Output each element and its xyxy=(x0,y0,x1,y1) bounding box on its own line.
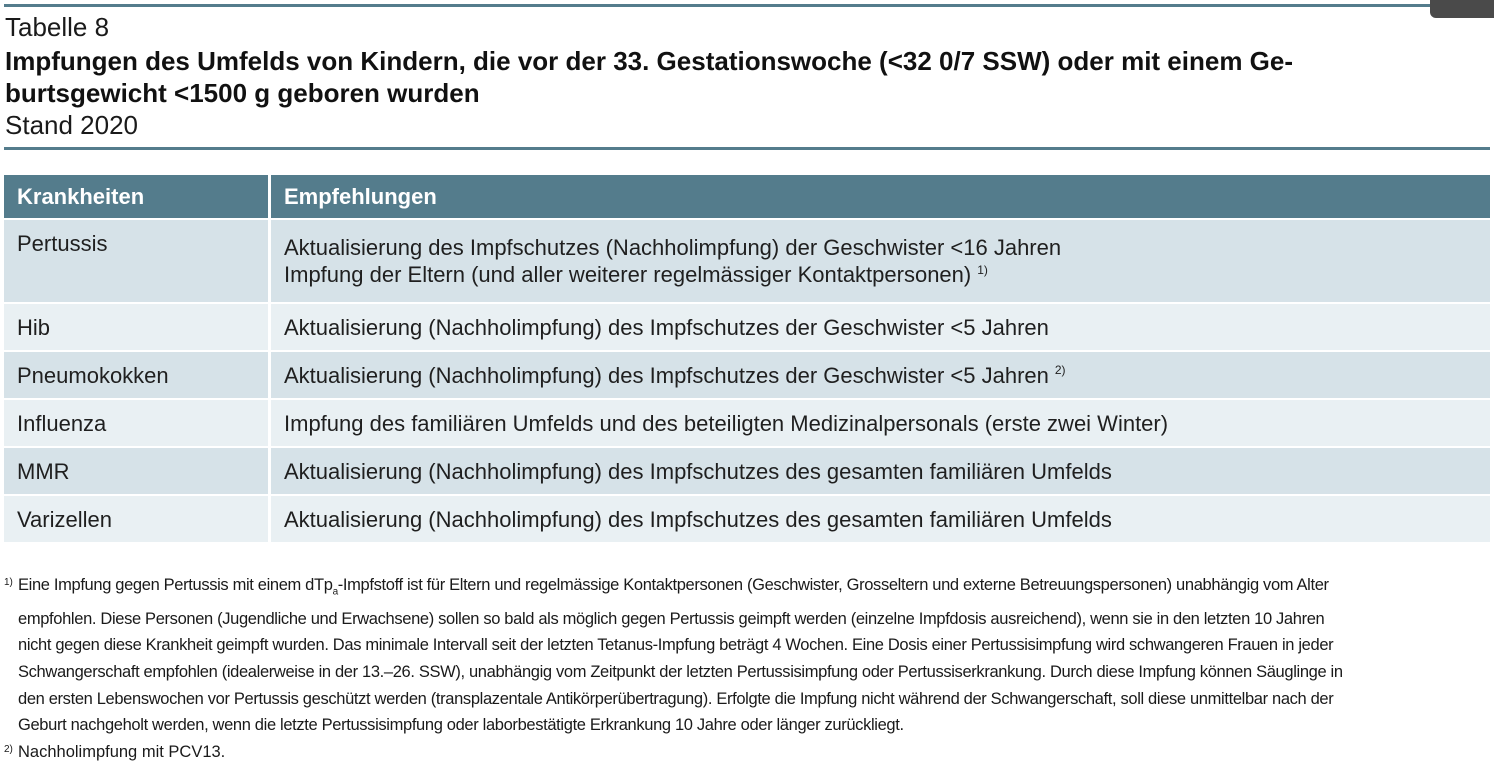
footnote-line: nicht gegen diese Krankheit geimpft wurden. Das minimale Intervall seit der letzten Tetanus-Impfung beträgt 4 Wochen. Eine Dosis einer Pertussisimpfung wird schwangeren Frauen in jeder xyxy=(18,636,1334,655)
footnote-2 xyxy=(4,739,1492,765)
disease-cell: Influenza xyxy=(4,399,270,447)
footnote-segment: Eine Impfung gegen Pertussis mit einem dTp xyxy=(18,576,333,594)
recommendation-cell xyxy=(270,219,1491,303)
page-title xyxy=(5,45,1475,109)
footnote-line: Schwangerschaft empfohlen (idealerweise in der 13.–26. SSW), unabhängig vom Zeitpunkt der letzten Pertussisimpfung oder Pertussiserkrankung. Durch diese Impfung können Säuglinge in xyxy=(18,663,1343,682)
table-row xyxy=(4,219,1490,303)
footnote-marker: 2) xyxy=(4,743,13,755)
footnote-1 xyxy=(4,572,1492,739)
title-divider xyxy=(4,147,1490,150)
footnote-ref: 2) xyxy=(1054,363,1066,378)
footnotes xyxy=(4,572,1492,765)
footnote-text: Nachholimpfung mit PCV13. xyxy=(18,742,226,761)
disease-cell: MMR xyxy=(4,447,270,495)
footnote-line: empfohlen. Diese Personen (Jugendliche und Erwachsene) sollen so bald als möglich gegen Pertussis geimpft werden (einzelne Impfdosis ausreichend), wenn sie in den letzten 10 Jahren xyxy=(18,609,1325,628)
top-rule xyxy=(4,4,1490,7)
recommendation-line: Aktualisierung des Impfschutzes (Nachholimpfung) der Geschwister <16 Jahren xyxy=(284,235,1062,260)
recommendation-cell: Aktualisierung (Nachholimpfung) des Impfschutzes des gesamten familiären Umfelds xyxy=(270,495,1491,542)
recommendation-line xyxy=(284,261,1477,288)
recommendation-cell: Aktualisierung (Nachholimpfung) des Impfschutzes der Geschwister <5 Jahren xyxy=(270,303,1491,351)
column-header-recommendations: Empfehlungen xyxy=(270,175,1491,219)
footnote-line xyxy=(18,572,1492,606)
footnote-segment: -Impfstoff ist für Eltern und regelmässige Kontaktpersonen (Geschwister, Grosseltern und externe Betreuungspersonen) unabhängig vom Alter xyxy=(337,576,1329,594)
disease-cell: Pertussis xyxy=(4,219,270,303)
recommendation-cell xyxy=(270,351,1491,399)
table-row xyxy=(4,399,1490,447)
footnote-line: Geburt nachgeholt werden, wenn die letzte Pertussisimpfung oder laborbestätigte Erkrankung 10 Jahre oder länger zurückliegt. xyxy=(18,716,904,735)
table-row xyxy=(4,303,1490,351)
footnote-ref: 1) xyxy=(977,262,988,277)
recommendation-text: Aktualisierung (Nachholimpfung) des Impfschutzes der Geschwister <5 Jahren xyxy=(284,362,1049,388)
disease-cell: Pneumokokken xyxy=(4,351,270,399)
corner-tab-widget[interactable] xyxy=(1430,0,1494,18)
column-header-diseases: Krankheiten xyxy=(4,175,270,219)
table-row xyxy=(4,351,1490,399)
footnote-text xyxy=(18,572,1492,739)
disease-cell: Hib xyxy=(4,303,270,351)
footnote-marker: 1) xyxy=(4,577,13,588)
recommendation-cell: Aktualisierung (Nachholimpfung) des Impfschutzes des gesamten familiären Umfelds xyxy=(270,447,1491,495)
recommendation-text: Impfung der Eltern (und aller weiterer regelmässiger Kontaktpersonen) xyxy=(284,262,972,287)
table-row xyxy=(4,495,1490,542)
recommendations-table xyxy=(4,175,1490,542)
disease-cell: Varizellen xyxy=(4,495,270,542)
table-label: Tabelle 8 xyxy=(5,12,110,42)
footnote-subscript: a xyxy=(332,586,338,598)
table-header-row xyxy=(4,175,1490,219)
page-subtitle: Stand 2020 xyxy=(5,110,139,140)
title-line-2: burtsgewicht <1500 g geboren wurden xyxy=(5,78,480,108)
title-line-1: Impfungen des Umfelds von Kindern, die vor der 33. Gestationswoche (<32 0/7 SSW) oder mit einem Ge- xyxy=(5,46,1294,76)
table-row xyxy=(4,447,1490,495)
footnote-line: den ersten Lebenswochen vor Pertussis geschützt werden (transplazentale Antikörperübertragung). Erfolgte die Impfung nicht während der Schwangerschaft, soll diese unmittelbar nach der xyxy=(18,689,1334,708)
recommendation-cell: Impfung des familiären Umfelds und des beteiligten Medizinalpersonals (erste zwei Winter) xyxy=(270,399,1491,447)
